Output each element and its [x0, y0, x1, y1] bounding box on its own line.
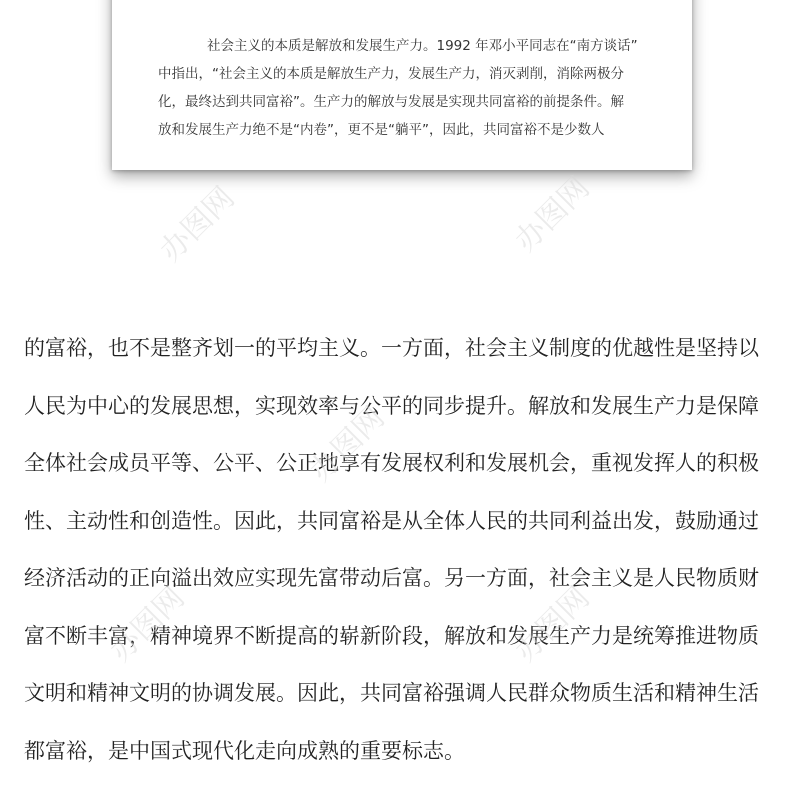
card-line-2: 中指出，“社会主义的本质是解放生产力，发展生产力，消灭剥削，消除两极分	[158, 66, 624, 82]
watermark: 办图网	[103, 580, 192, 669]
card-line-3: 化，最终达到共同富裕”。生产力的解放与发展是实现共同富裕的前提条件。解	[158, 94, 624, 110]
watermark: 办图网	[508, 170, 597, 259]
body-line-6: 富不断丰富，精神境界不断提高的崭新阶段，解放和发展生产力是统筹推进物质	[24, 623, 759, 648]
watermark: 办图网	[508, 580, 597, 669]
quoted-document-card	[112, 0, 692, 170]
body-line-3: 全体社会成员平等、公平、公正地享有发展权利和发展机会，重视发挥人的积极	[24, 451, 759, 475]
body-line-4: 性、主动性和创造性。因此，共同富裕是从全体人民的共同利益出发，鼓励通过	[24, 508, 759, 533]
body-line-8: 都富裕，是中国式现代化走向成熟的重要标志。	[24, 738, 465, 763]
watermark: 办图网	[303, 400, 392, 489]
body-line-5: 经济活动的正向溢出效应实现先富带动后富。另一方面，社会主义是人民物质财	[24, 566, 759, 590]
body-line-7: 文明和精神文明的协调发展。因此，共同富裕强调人民群众物质生活和精神生活	[24, 681, 759, 705]
watermark: 办图网	[153, 180, 242, 269]
body-line-2: 人民为中心的发展思想，实现效率与公平的同步提升。解放和发展生产力是保障	[24, 393, 759, 418]
card-line-1: 社会主义的本质是解放和发展生产力。1992 年邓小平同志在“南方谈话”	[207, 38, 638, 54]
body-line-1: 的富裕，也不是整齐划一的平均主义。一方面，社会主义制度的优越性是坚持以	[24, 336, 759, 360]
article-body	[24, 320, 776, 780]
card-line-4: 放和发展生产力绝不是“内卷”，更不是“躺平”，因此，共同富裕不是少数人	[158, 122, 605, 138]
